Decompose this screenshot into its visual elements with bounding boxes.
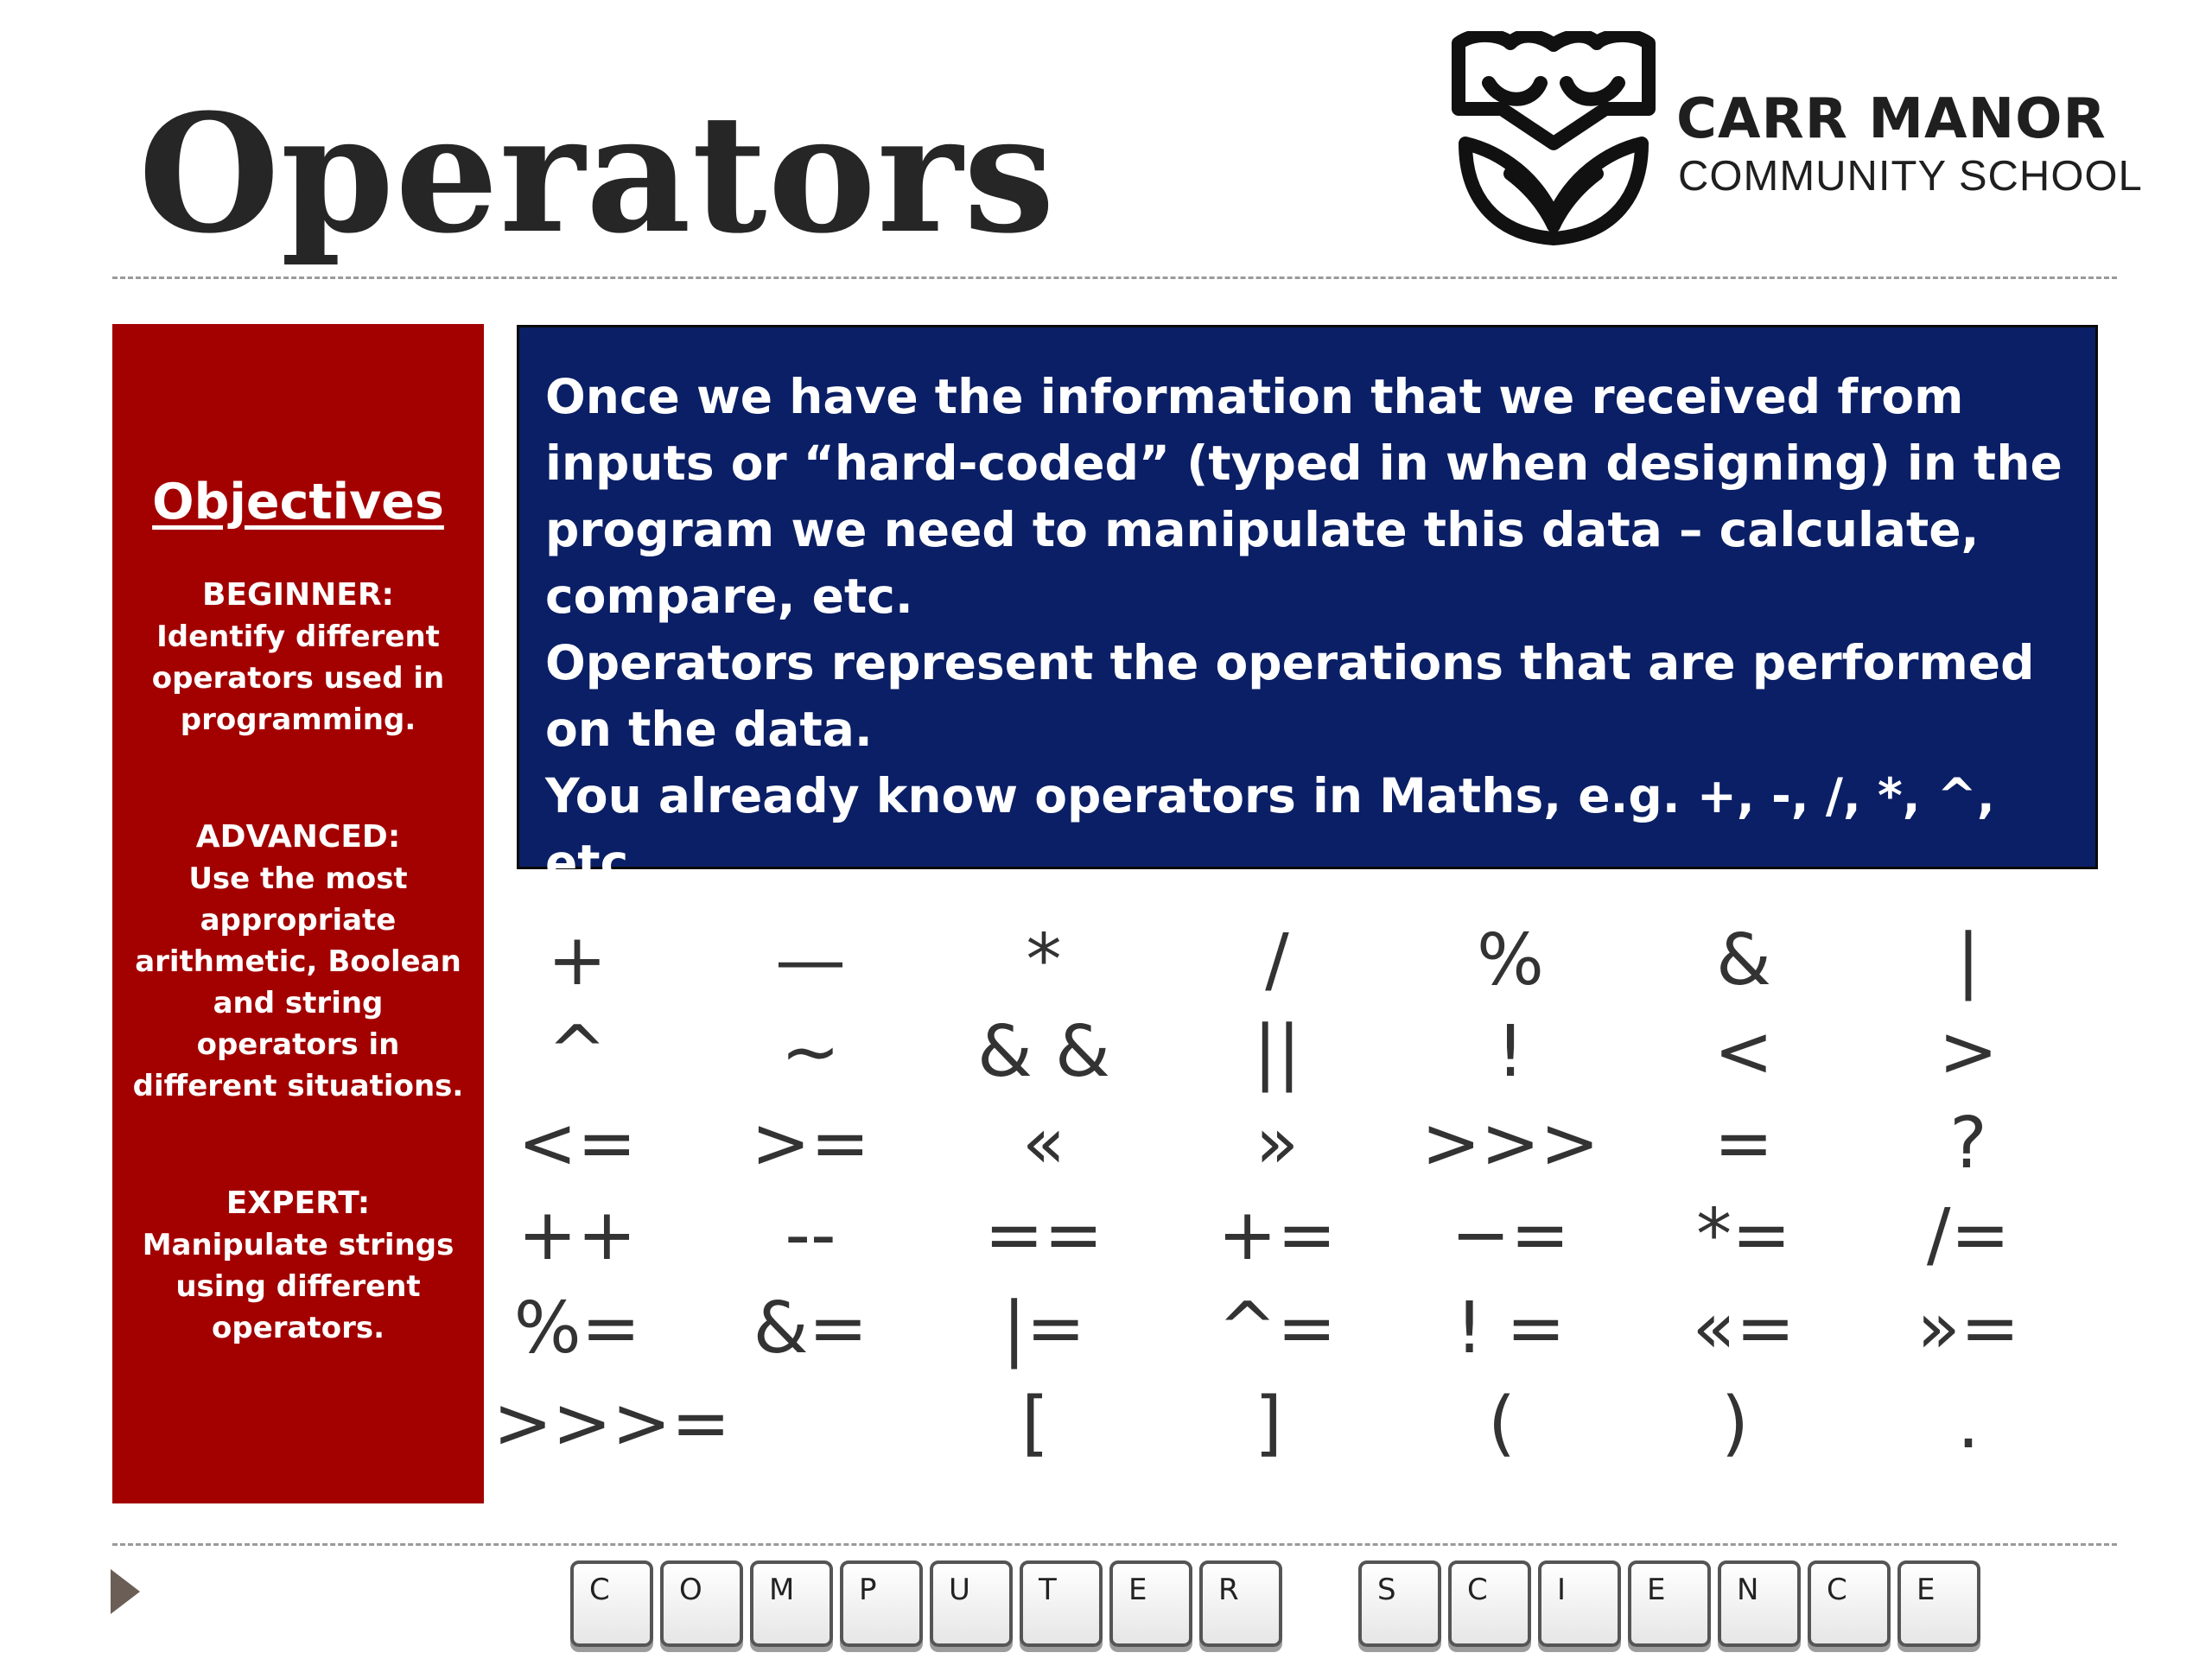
operator-symbol: >>>= (493, 1382, 731, 1465)
operator-symbol: * (1026, 919, 1062, 1001)
operator-symbol: ] (1255, 1382, 1282, 1465)
operator-symbol: || (1253, 1011, 1301, 1093)
operator-symbol: & (1716, 919, 1771, 1001)
key-cap (1538, 1560, 1621, 1647)
key-letter: M (769, 1573, 795, 1607)
key-cap (1718, 1560, 1801, 1647)
key-letter: C (589, 1573, 610, 1607)
key-cap (1897, 1560, 1980, 1647)
owl-logo-icon (1441, 31, 1666, 256)
slide-title: Operators (138, 79, 1056, 270)
school-name: CARR MANOR (1676, 87, 2107, 151)
school-subtitle: COMMUNITY SCHOOL (1678, 153, 2143, 200)
operator-symbol: [ (1021, 1382, 1049, 1465)
objective-level: ADVANCED: (195, 818, 401, 855)
objective-beginner (128, 575, 468, 741)
operator-symbol: ! (1496, 1011, 1525, 1093)
top-divider (112, 276, 2117, 279)
objective-text: Manipulate strings using different operators. (142, 1227, 454, 1345)
key-letter: E (1647, 1573, 1666, 1607)
operator-symbol: | (1956, 919, 1980, 1001)
key-letter: O (679, 1573, 702, 1607)
key-cap (1358, 1560, 1441, 1647)
key-cap (750, 1560, 833, 1647)
key-letter: E (1128, 1573, 1147, 1607)
info-panel (517, 325, 2098, 890)
bottom-divider (112, 1543, 2117, 1546)
operator-symbol: »= (1916, 1287, 2020, 1370)
key-cap (1020, 1560, 1103, 1647)
operator-symbol: |= (1001, 1287, 1086, 1370)
operator-symbol: /= (1926, 1194, 2011, 1276)
key-letter: N (1737, 1573, 1759, 1607)
operator-symbol: <= (518, 1103, 637, 1185)
key-cap (1808, 1560, 1891, 1647)
objective-text: Use the most appropriate arithmetic, Boolean and string operators in different situations. (132, 861, 464, 1103)
operator-symbol: %= (513, 1287, 641, 1370)
operator-symbol: >>> (1421, 1103, 1600, 1185)
objective-level: BEGINNER: (202, 576, 394, 613)
key-cap (1448, 1560, 1531, 1647)
operator-symbol: ~ (780, 1011, 841, 1093)
key-cap (930, 1560, 1013, 1647)
operator-symbol: += (1217, 1194, 1337, 1276)
operator-symbol: = (1713, 1103, 1774, 1185)
operator-symbol: ! = (1455, 1287, 1566, 1370)
objectives-panel (112, 324, 484, 1503)
key-letter: C (1827, 1573, 1847, 1607)
operator-symbol: % (1477, 919, 1544, 1001)
key-letter: E (1916, 1573, 1936, 1607)
info-paragraph: Operators represent the operations that are performed on the data. (545, 635, 2035, 757)
operator-symbol: > (1938, 1011, 1999, 1093)
operator-symbol: -- (785, 1194, 836, 1276)
operator-symbol: &= (753, 1287, 868, 1370)
operator-symbol: *= (1696, 1194, 1791, 1276)
key-letter: U (949, 1573, 970, 1607)
operator-symbol: / (1265, 919, 1289, 1001)
objectives-heading: Objectives (152, 474, 444, 531)
key-cap (570, 1560, 653, 1647)
operator-symbol: ++ (518, 1194, 637, 1276)
key-cap (1199, 1560, 1282, 1647)
key-cap (660, 1560, 743, 1647)
key-cap (1628, 1560, 1711, 1647)
operator-symbol: + (547, 919, 607, 1001)
info-paragraph: Once we have the information that we received from inputs or “hard-coded” (typed in when designing) in the program we need to manipulate this data – calculate, compare, etc. (545, 369, 2063, 624)
computer-science-keys (0, 1560, 2212, 1656)
key-letter: C (1467, 1573, 1488, 1607)
operator-symbol: ? (1949, 1103, 1987, 1185)
info-paragraph: You already know operators in Maths, e.g. +, -, /, *, ^, etc. (545, 768, 1995, 890)
objective-level: EXPERT: (226, 1185, 371, 1221)
operator-symbol: ^= (1217, 1287, 1337, 1370)
operators-grid (493, 916, 2098, 1486)
key-letter: S (1377, 1573, 1396, 1607)
key-letter: P (859, 1573, 877, 1607)
key-cap (1109, 1560, 1192, 1647)
operator-symbol: −= (1451, 1194, 1570, 1276)
operator-symbol: < (1713, 1011, 1774, 1093)
key-letter: T (1039, 1573, 1057, 1607)
operator-symbol: ^ (547, 1011, 607, 1093)
operator-symbol: >= (751, 1103, 870, 1185)
operator-symbol: . (1956, 1382, 1980, 1465)
objective-advanced (128, 817, 468, 1107)
objective-expert (128, 1183, 468, 1349)
key-letter: I (1557, 1573, 1567, 1607)
key-letter: R (1218, 1573, 1239, 1607)
operator-symbol: == (984, 1194, 1103, 1276)
school-logo (1441, 31, 2143, 256)
operator-symbol: « (1021, 1103, 1066, 1185)
operator-symbol: ) (1721, 1382, 1749, 1465)
operator-symbol: — (775, 919, 846, 1001)
key-cap (840, 1560, 923, 1647)
operator-symbol: & & (977, 1011, 1110, 1093)
operator-symbol: » (1255, 1103, 1300, 1185)
objective-text: Identify different operators used in programming. (151, 619, 445, 737)
operator-symbol: ( (1488, 1382, 1516, 1465)
operator-symbol: «= (1692, 1287, 1796, 1370)
